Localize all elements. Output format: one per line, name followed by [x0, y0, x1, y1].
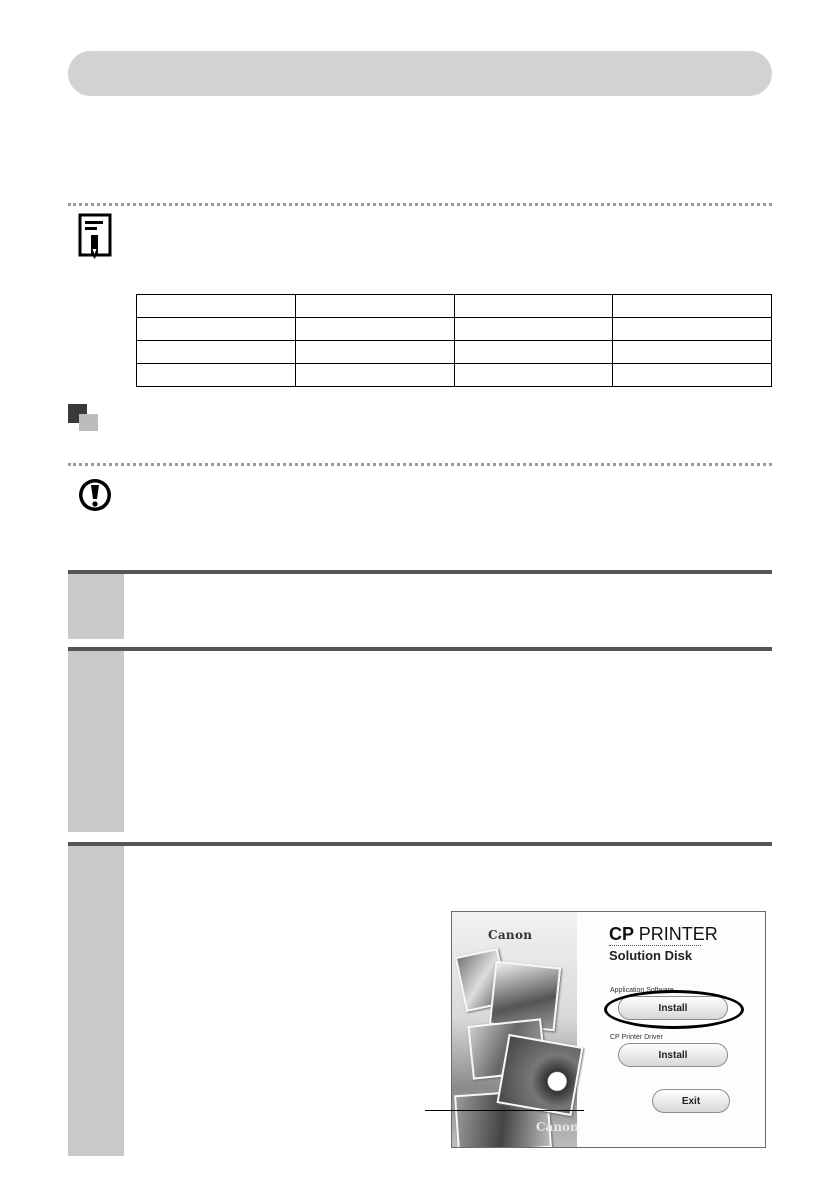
step-3-marker	[68, 846, 124, 1156]
table-cell	[613, 295, 772, 318]
printer-driver-label: CP Printer Driver	[610, 1034, 663, 1041]
product-title-bold: CP	[609, 924, 634, 944]
table-row	[137, 341, 772, 364]
table-row	[137, 318, 772, 341]
highlight-ellipse	[604, 990, 744, 1029]
memo-pencil-icon	[78, 213, 112, 261]
spec-table	[136, 294, 772, 387]
table-cell	[295, 295, 454, 318]
table-cell	[137, 364, 296, 387]
step-1-rule	[68, 570, 772, 574]
table-cell	[137, 341, 296, 364]
title-underline	[609, 945, 701, 946]
table-cell	[454, 341, 613, 364]
table-cell	[137, 295, 296, 318]
dotted-divider	[68, 203, 772, 206]
product-title-rest: PRINTER	[638, 924, 718, 944]
table-cell	[295, 341, 454, 364]
stacked-squares-icon	[68, 404, 100, 432]
dotted-divider	[68, 463, 772, 466]
table-cell	[454, 364, 613, 387]
table-cell	[454, 318, 613, 341]
table-cell	[613, 341, 772, 364]
table-cell	[454, 295, 613, 318]
table-cell	[295, 318, 454, 341]
exit-button[interactable]: Exit	[652, 1089, 730, 1113]
product-title	[609, 924, 718, 945]
application-software-label: Application Software	[610, 987, 674, 994]
exclamation-caution-icon	[78, 477, 114, 513]
installer-window	[451, 911, 766, 1148]
install-application-button[interactable]: Install	[618, 996, 728, 1020]
step-2-rule	[68, 647, 772, 651]
step-1-marker	[68, 574, 124, 639]
install-driver-button[interactable]: Install	[618, 1043, 728, 1067]
step-3-rule	[68, 842, 772, 846]
table-cell	[613, 318, 772, 341]
table-cell	[613, 364, 772, 387]
callout-line	[425, 1110, 584, 1111]
product-subtitle: Solution Disk	[609, 948, 693, 963]
table-cell	[295, 364, 454, 387]
photo-collage	[452, 912, 577, 1147]
canon-logo: Canon	[488, 928, 533, 942]
table-row	[137, 364, 772, 387]
canon-watermark: Canon	[536, 1120, 579, 1134]
step-2-marker	[68, 651, 124, 832]
table-cell	[137, 318, 296, 341]
table-row	[137, 295, 772, 318]
photo-thumbnail	[496, 1034, 583, 1116]
section-banner	[68, 51, 772, 96]
